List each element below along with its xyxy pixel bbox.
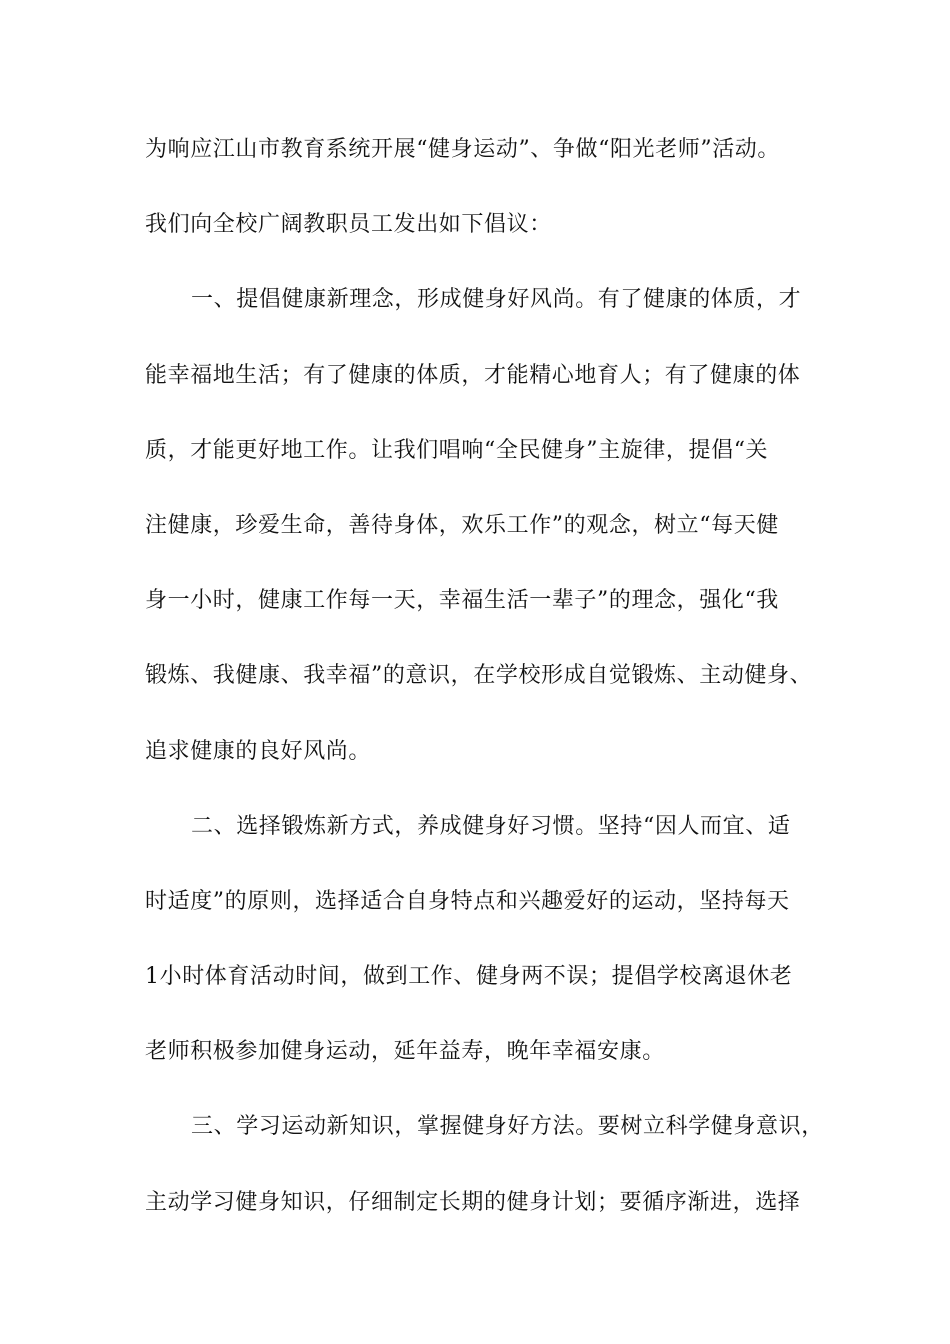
document-body <box>145 131 835 1221</box>
text-line-15: 主动学习健身知识，仔细制定长期的健身计划；要循序渐进，选择 <box>145 1189 801 1215</box>
blank-line <box>145 1146 835 1184</box>
blank-line <box>145 845 835 883</box>
text-line-14: 三、学习运动新知识，掌握健身好方法。要树立科学健身意识， <box>191 1114 824 1140</box>
text-line-11: 时适度”的原则，选择适合自身特点和兴趣爱好的运动，坚持每天 <box>145 888 790 914</box>
text-line-2: 我们向全校广阔教职员工发出如下倡议： <box>145 212 552 238</box>
blank-line <box>145 620 835 658</box>
blank-line <box>145 695 835 733</box>
text-line-13: 老师积极参加健身运动，延年益寿，晚年幸福安康。 <box>145 1039 665 1065</box>
blank-line <box>145 319 835 357</box>
text-line-12: 1小时体育活动时间，做到工作、健身两不误；提倡学校离退休老 <box>145 964 793 990</box>
text-line-10: 二、选择锻炼新方式，养成健身好习惯。坚持“因人而宜、适 <box>191 813 791 839</box>
text-line-1: 为响应江山市教育系统开展“健身运动”、争做“阳光老师”活动。 <box>145 137 780 162</box>
blank-line <box>145 996 835 1034</box>
blank-line <box>145 244 835 282</box>
blank-line <box>145 1071 835 1109</box>
blank-line <box>145 545 835 583</box>
text-line-4: 能幸福地生活；有了健康的体质，才能精心地育人；有了健康的体 <box>145 362 801 388</box>
blank-line <box>145 394 835 432</box>
text-line-8: 锻炼、我健康、我幸福”的意识，在学校形成自觉锻炼、主动健身、 <box>145 663 813 689</box>
blank-line <box>145 169 835 207</box>
text-line-3: 一、提倡健康新理念，形成健身好风尚。有了健康的体质，才 <box>191 287 802 313</box>
blank-line <box>145 469 835 507</box>
text-line-6: 注健康，珍爱生命，善待身体，欢乐工作”的观念，树立“每天健 <box>145 512 779 538</box>
blank-line <box>145 920 835 958</box>
text-line-5: 质，才能更好地工作。让我们唱响“全民健身”主旋律，提倡“关 <box>145 437 769 463</box>
text-line-9: 追求健康的良好风尚。 <box>145 738 372 764</box>
text-line-7: 身一小时，健康工作每一天，幸福生活一辈子”的理念，强化“我 <box>145 588 779 614</box>
blank-line <box>145 770 835 808</box>
